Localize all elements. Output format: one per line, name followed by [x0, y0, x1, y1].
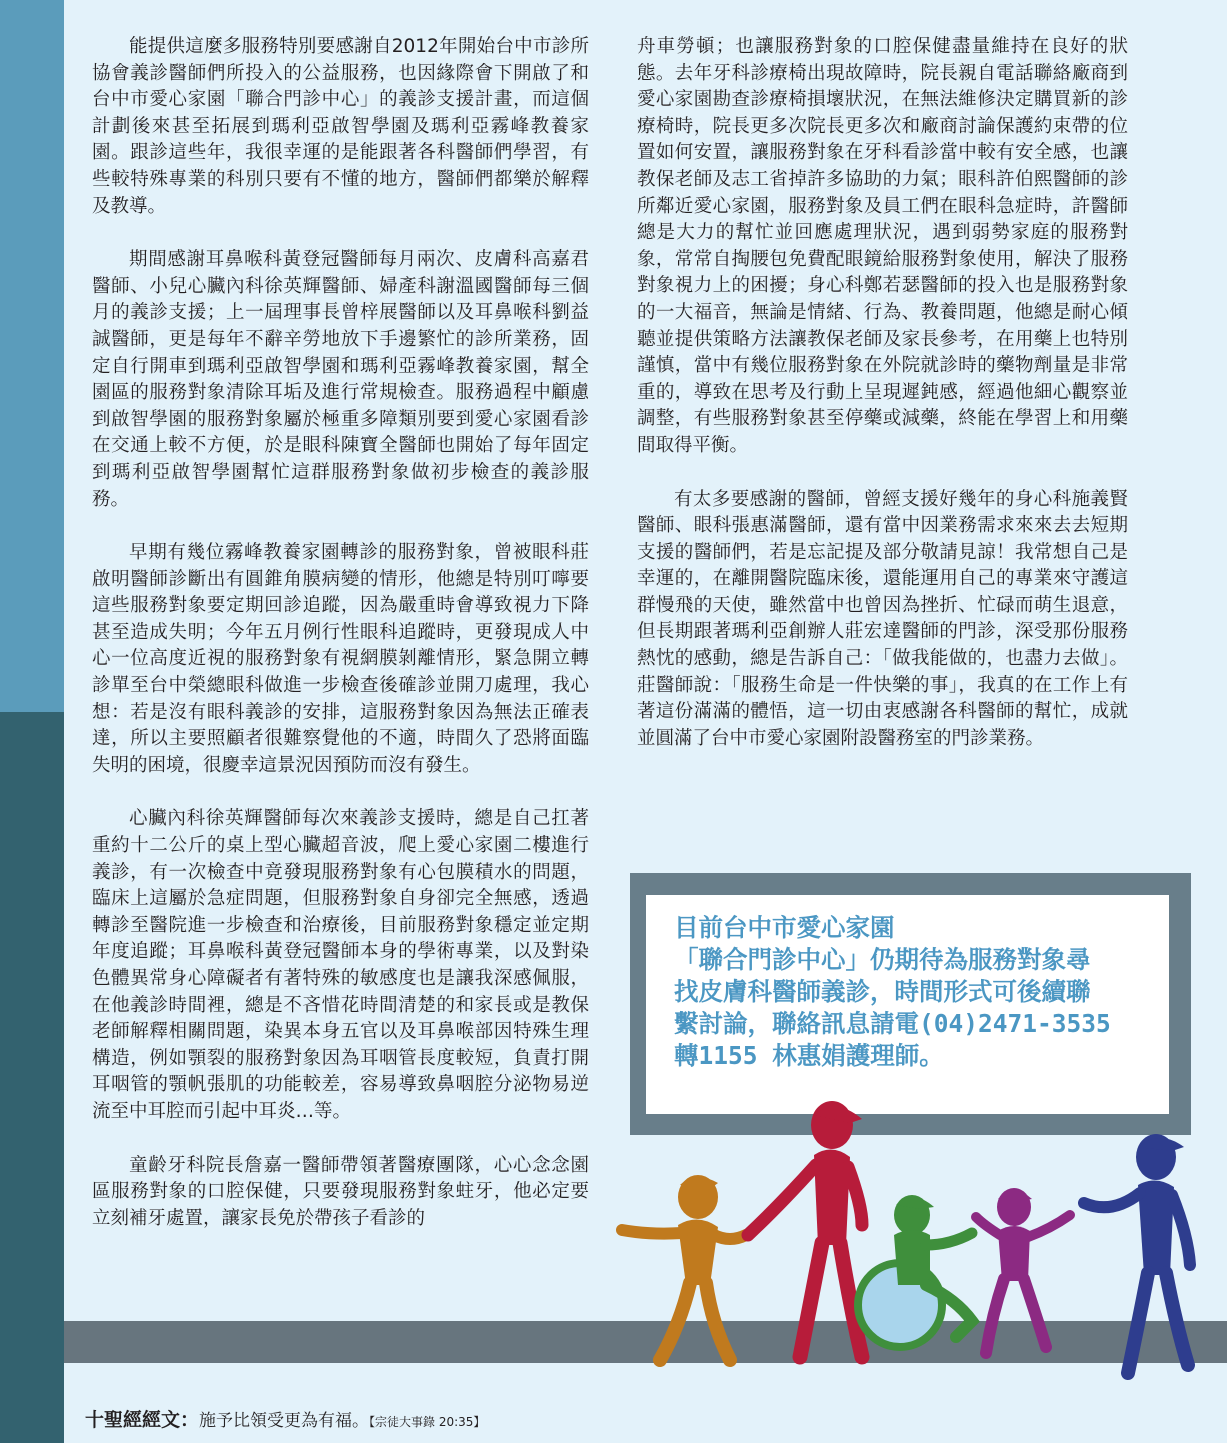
red-adult-figure [748, 1101, 862, 1357]
callout-line: 目前台中市愛心家園 [674, 913, 895, 942]
callout-line: 轉1155 林惠娟護理師。 [674, 1041, 944, 1070]
callout-line: 「聯合門診中心」仍期待為服務對象尋 [674, 945, 1091, 974]
callout-line: 找皮膚科醫師義診，時間形式可後續聯 [674, 977, 1091, 1006]
paragraph: 有太多要感謝的醫師，曾經支援好幾年的身心科施義賢醫師、眼科張惠滿醫師，還有當中因業務需求來來去去短期支援的醫師們，若是忘記提及部分敬請見諒！我常想自己是幸運的，在離開醫院臨床後，還能運用自己的專業來守護這群慢飛的天使，雖然當中也曾因為挫折、忙碌而萌生退意，但長期跟著瑪利亞創辦人莊宏達醫師的門診，深受那份服務熱忱的感動，總是告訴自己：「做我能做的，也盡力去做」。莊醫師說：「服務生命是一件快樂的事」，我真的在工作上有著這份滿滿的體悟，這一切由衷感謝各科醫師的幫忙，成就並圓滿了台中市愛心家園附設醫務室的門診業務。 [637, 488, 1128, 749]
orange-child-figure [622, 1175, 746, 1360]
paragraph: 童齡牙科院長詹嘉一醫師帶領著醫療團隊，心心念念園區服務對象的口腔保健，只要發現服務對象蛀牙，他必定要立刻補牙處置，讓家長免於帶孩子看診的 [92, 1154, 589, 1229]
left-color-strip-bottom [0, 712, 64, 1443]
left-color-strip-top [0, 0, 64, 712]
article-left-column [92, 34, 589, 1259]
paragraph: 舟車勞頓；也讓服務對象的口腔保健盡量維持在良好的狀態。去年牙科診療椅出現故障時，院長親自電話聯絡廠商到愛心家園勘查診療椅損壞狀況，在無法維修決定購買新的診療椅時，院長更多次院長更多次和廠商討論保護約束帶的位置如何安置，讓服務對象在牙科看診當中較有安全感，也讓教保老師及志工省掉許多協助的力氣；眼科許伯熙醫師的診所鄰近愛心家園，服務對象及員工們在眼科急症時，許醫師總是大力的幫忙並回應處理狀況，遇到弱勢家庭的服務對象，常常自掏腰包免費配眼鏡給服務對象使用，解決了服務對象視力上的困擾；身心科鄭若瑟醫師的投入也是服務對象的一大福音，無論是情緒、行為、教養問題，他總是耐心傾聽並提供策略方法讓教保老師及家長參考，在用藥上也特別謹慎，當中有幾位服務對象在外院就診時的藥物劑量是非常重的，導致在思考及行動上呈現遲鈍感，經過他細心觀察並調整，有些服務對象甚至停藥或減藥，終能在學習上和用藥間取得平衡。 [637, 36, 1128, 456]
footer-scripture [85, 1408, 485, 1434]
people-illustration [600, 1085, 1200, 1385]
paragraph: 心臟內科徐英輝醫師每次來義診支援時，總是自己扛著重約十二公斤的桌上型心臟超音波，爬上愛心家園二樓進行義診，有一次檢查中竟發現服務對象有心包膜積水的問題，臨床上這屬於急症問題，但服務對象自身卻完全無感，透過轉診至醫院進一步檢查和治療後，目前服務對象穩定並定期年度追蹤；耳鼻喉科黃登冠醫師本身的學術專業，以及對染色體異常身心障礙者有著特殊的敏感度也是讓我深感佩服，在他義診時間裡，總是不吝惜花時間清楚的和家長或是教保老師解釋相關問題，染異本身五官以及耳鼻喉部因特殊生理構造，例如顎裂的服務對象因為耳咽管長度較短，負責打開耳咽管的顎帆張肌的功能較差，容易導致鼻咽腔分泌物易逆流至中耳腔而引起中耳炎…等。 [92, 808, 589, 1122]
paragraph: 期間感謝耳鼻喉科黃登冠醫師每月兩次、皮膚科高嘉君醫師、小兒心臟內科徐英輝醫師、婦產科謝溫國醫師每三個月的義診支援；上一屆理事長曾梓展醫師以及耳鼻喉科劉益誠醫師，更是每年不辭辛勞地放下手邊繁忙的診所業務，固定自行開車到瑪利亞啟智學園和瑪利亞霧峰教養家園，幫全園區的服務對象清除耳垢及進行常規檢查。服務過程中顧慮到啟智學園的服務對象屬於極重多障類別要到愛心家園看診在交通上較不方便，於是眼科陳寶全醫師也開始了每年固定到瑪利亞啟智學園幫忙這群服務對象做初步檢查的義診服務。 [92, 249, 589, 510]
paragraph: 能提供這麼多服務特別要感謝自2012年開始台中市診所協會義診醫師們所投入的公益服務，也因緣際會下開啟了和台中市愛心家園「聯合門診中心」的義診支援計畫，而這個計劃後來甚至拓展到瑪利亞啟智學園及瑪利亞霧峰教養家園。跟診這些年，我很幸運的是能跟著各科醫師們學習，有些較特殊專業的科別只要有不懂的地方，醫師們都樂於解釋及教導。 [92, 36, 589, 217]
article-right-column [637, 34, 1128, 779]
scripture-reference: 【宗徒大事錄 20:35】 [369, 1415, 486, 1429]
blue-adult-figure [1084, 1134, 1190, 1373]
paragraph: 早期有幾位霧峰教養家園轉診的服務對象，曾被眼科莊啟明醫師診斷出有圓錐角膜病變的情形，他總是特別叮嚀要這些服務對象要定期回診追蹤，因為嚴重時會導致視力下降甚至造成失明；今年五月例行性眼科追蹤時，更發現成人中心一位高度近視的服務對象有視網膜剝離情形，緊急開立轉診單至台中榮總眼科做進一步檢查後確診並開刀處理，我心想：若是沒有眼科義診的安排，這服務對象因為無法正確表達，所以主要照顧者很難察覺他的不適，時間久了恐將面臨失明的困境，很慶幸這景況因預防而沒有發生。 [92, 542, 589, 776]
green-wheelchair-figure [858, 1195, 972, 1347]
scripture-verse: 施予比領受更為有福。 [199, 1411, 370, 1431]
purple-child-figure [976, 1188, 1070, 1353]
callout-message [674, 912, 1154, 1072]
scripture-label: 十聖經經文： [85, 1409, 200, 1431]
callout-line: 繫討論，聯絡訊息請電(04)2471-3535 [674, 1009, 1111, 1038]
